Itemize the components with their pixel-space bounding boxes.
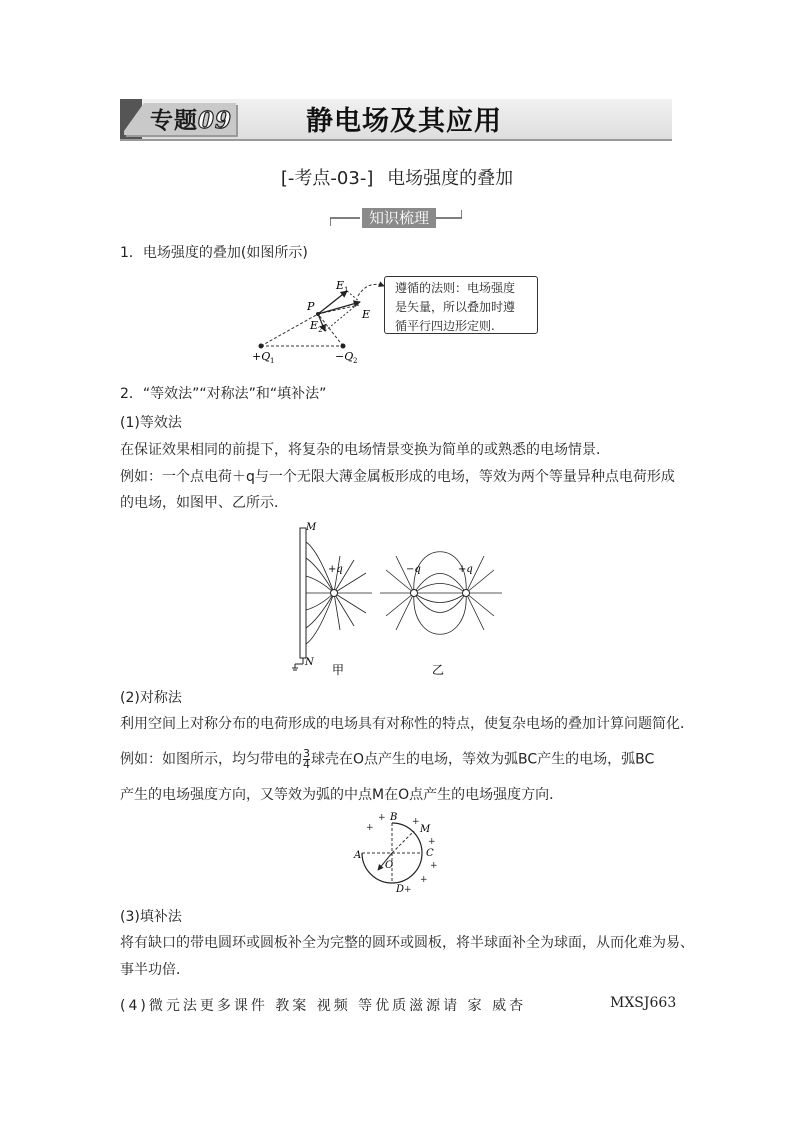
page-title: 静电场及其应用 xyxy=(306,106,502,137)
label-plus-q-dipole: +q xyxy=(458,564,473,575)
vector-superposition-figure xyxy=(250,272,385,368)
label-m-arc: M xyxy=(420,824,431,835)
label-a: A xyxy=(354,850,362,861)
footer-right: MXSJ663 xyxy=(610,995,677,1011)
label-m-plate: M xyxy=(306,522,317,533)
sub2-line1: 利用空间上对称分布的电荷形成的电场具有对称性的特点，使复杂电场的叠加计算问题简化． xyxy=(120,716,694,732)
label-plus-q-plate: +q xyxy=(328,564,343,575)
label-b: B xyxy=(390,812,398,823)
label-o: O xyxy=(385,860,394,871)
footer-left: (4)微元法更多课件 教案 视频 等优质滋源请 家 威杏 xyxy=(120,998,527,1014)
label-e1-sub: 1 xyxy=(344,286,349,294)
kaodian-title: 电场强度的叠加 xyxy=(387,168,514,189)
sub1-line1: 在保证效果相同的前提下，将复杂的电场情景变换为简单的或熟悉的电场情景． xyxy=(120,442,610,458)
kaodian-heading xyxy=(0,164,794,190)
label-e2-sub: 2 xyxy=(318,326,323,334)
svg-text:+: + xyxy=(428,837,436,847)
label-q1-sub: 1 xyxy=(270,357,275,365)
label-n-plate: N xyxy=(305,657,314,668)
topic-label: 专题09 xyxy=(150,107,233,134)
rule-note-box xyxy=(384,276,538,334)
label-e2: E xyxy=(310,319,319,332)
sub1-line2: 例如：一个点电荷＋q与一个无限大薄金属板形成的电场，等效为两个等量异种点电荷形成 xyxy=(120,469,675,485)
section-tag: 知识梳理 xyxy=(362,208,436,228)
label-jia: 甲 xyxy=(332,663,345,677)
label-minus-q: −q xyxy=(406,564,421,575)
label-q1: +Q xyxy=(252,350,271,363)
sub2-line2: 例如：如图所示，均匀带电的 $\frac{3}{4}$ 球壳在O点产生的电场，等效为弧BC产生的电场，弧BC xyxy=(120,747,655,771)
label-q2: −Q xyxy=(335,350,354,363)
sub1-line3: 的电场，如图甲、乙所示． xyxy=(120,495,288,511)
svg-text:+: + xyxy=(420,875,428,885)
sub1-heading: (1)等效法 xyxy=(120,415,182,431)
label-d: D xyxy=(396,884,405,895)
sub2-heading: (2)对称法 xyxy=(120,690,182,706)
label-q2-sub: 2 xyxy=(353,357,358,365)
sub3-line2: 事半功倍． xyxy=(120,962,190,978)
symmetry-figure xyxy=(350,810,446,896)
kaodian-index: [-考点-03-] xyxy=(280,168,374,189)
sub3-heading: (3)填补法 xyxy=(120,909,182,925)
label-e: E xyxy=(362,308,371,321)
fraction-three-quarters: $\frac{3}{4}$ xyxy=(303,747,310,771)
label-e1: E xyxy=(336,279,345,292)
sub2-line3: 产生的电场强度方向，又等效为弧的中点M在O点产生的电场强度方向． xyxy=(120,787,564,803)
item1-heading: 1．电场强度的叠加(如图所示) xyxy=(120,245,308,261)
label-c: C xyxy=(426,848,434,859)
rule-note-line: 遵循的法则：电场强度 xyxy=(395,281,516,295)
svg-text:+: + xyxy=(430,861,438,871)
svg-text:+: + xyxy=(404,885,412,895)
topic-number: 09 xyxy=(198,107,233,134)
sub3-line1: 将有缺口的带电圆环或圆板补全为完整的圆环或圆板，将半球面补全为球面，从而化难为易、 xyxy=(120,935,694,951)
svg-text:+: + xyxy=(366,823,374,833)
item2-heading: 2．“等效法”“对称法”和“填补法” xyxy=(120,386,327,402)
svg-text:+: + xyxy=(378,813,386,823)
label-p: P xyxy=(307,300,315,313)
rule-note-line: 是矢量，所以叠加时遵 xyxy=(395,300,516,314)
rule-note-line: 循平行四边形定则. xyxy=(395,319,495,333)
equivalent-field-figure xyxy=(292,518,508,678)
label-yi: 乙 xyxy=(432,663,445,677)
svg-text:+: + xyxy=(412,817,420,827)
